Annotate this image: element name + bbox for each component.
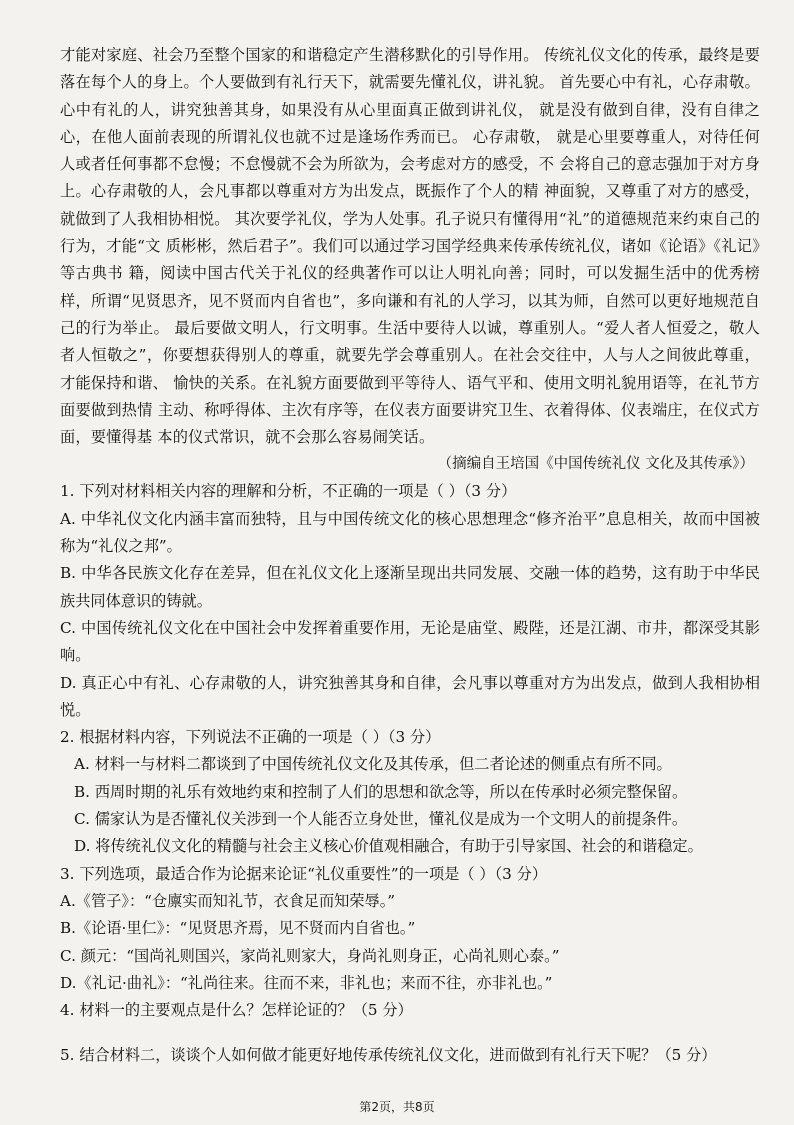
question-1-option-b: B. 中华各民族文化存在差异，但在礼仪文化上逐渐呈现出共同发展、交融一体的趋势，这有助于中华民族共同体意识的铸就。 <box>60 564 760 610</box>
question-2-option-a: A. 材料一与材料二都谈到了中国传统礼仪文化及其传承，但二者论述的侧重点有所不同。 <box>74 755 672 774</box>
question-3-option-b: B.《论语·里仁》：“见贤思齐焉，见不贤而内自省也。” <box>60 919 416 938</box>
question-3-stem: 3. 下列选项，最适合作为论据来论证“礼仪重要性”的一项是（ ）（3 分） <box>60 864 548 883</box>
question-2 <box>60 724 760 860</box>
question-1 <box>60 478 760 724</box>
question-4: 4. 材料一的主要观点是什么？怎样论证的？（5 分） <box>60 1001 413 1020</box>
question-3-option-d: D.《礼记·曲礼》：“礼尚往来。往而不来，非礼也；来而不往，亦非礼也。” <box>60 973 553 992</box>
question-1-stem: 1. 下列对材料相关内容的理解和分析，不正确的一项是（ ）（3 分） <box>60 482 517 501</box>
question-2-stem: 2. 根据材料内容，下列说法不正确的一项是（ ）（3 分） <box>60 728 441 747</box>
question-2-option-b: B. 西周时期的礼乐有效地约束和控制了人们的思想和欲念等，所以在传承时必须完整保留。 <box>74 782 688 801</box>
passage-source: （摘编自王培国《中国传统礼仪 文化及其传承》） <box>437 456 754 473</box>
question-2-option-d: D. 将传统礼仪文化的精髓与社会主义核心价值观相融合，有助于引导家国、社会的和谐稳定。 <box>74 837 703 856</box>
reading-passage: 才能对家庭、社会乃至整个国家的和谐稳定产生潜移默化的引导作用。 传统礼仪文化的传承，最终是要落在每个人的身上。个人要做到有礼行天下，就需要先懂礼仪，讲礼貌。 首先要心中有礼，心存肃敬。心中有礼的人，讲究独善其身，如果没有从心里面真正做到讲礼仪， 就是没有做到自律，没有自律之心，在他人面前表现的所谓礼仪也就不过是逢场作秀而已。 心存肃敬， 就是心里要尊重人，对待任何人或者任何事都不怠慢；不怠慢就不会为所欲为，会考虑对方的感受，不 会将自己的意志强加于对方身上。心存肃敬的人，会凡事都以尊重对方为出发点，既振作了个人的精 神面貌，又尊重了对方的感受，就做到了人我相协相悦。 其次要学礼仪，学为人处事。孔子说只有懂得用“礼”的道德规范来约束自己的行为，才能“文 质彬彬，然后君子”。我们可以通过学习国学经典来传承传统礼仪，诸如《论语》《礼记》等古典书 籍，阅读中国古代关于礼仪的经典著作可以让人明礼向善；同时，可以发掘生活中的优秀榜样，所谓“见贤思齐，见不贤而内自省也”，多向谦和有礼的人学习，以其为师，自然可以更好地规范自己的行为举止。 最后要做文明人，行文明事。生活中要待人以诚，尊重别人。“爱人者人恒爱之，敬人者人恒敬之”，你要想获得别人的尊重，就要先学会尊重别人。在社会交往中，人与人之间彼此尊重，才能保持和谐、 愉快的关系。在礼貌方面要做到平等待人、语气平和、使用文明礼貌用语等，在礼节方面要做到热情 主动、称呼得体、主次有序等，在仪表方面要讲究卫生、衣着得体、仪表端庄，在仪式方面，要懂得基 本的仪式常识，就不会那么容易闹笑话。 <box>60 46 760 447</box>
question-3 <box>60 861 760 997</box>
question-3-option-a: A.《管子》：“仓廪实而知礼节，衣食足而知荣辱。” <box>60 891 396 910</box>
question-1-option-d: D. 真正心中有礼、心存肃敬的人，讲究独善其身和自律，会凡事以尊重对方为出发点，做到人我相协相悦。 <box>60 673 760 719</box>
question-1-option-c: C. 中国传统礼仪文化在中国社会中发挥着重要作用，无论是庙堂、殿陛，还是江湖、市井，都深受其影响。 <box>60 618 760 665</box>
question-2-option-c: C. 儒家认为是否懂礼仪关涉到一个人能否立身处世，懂礼仪是成为一个文明人的前提条件。 <box>74 810 688 829</box>
question-3-option-c: C. 颜元：“国尚礼则国兴，家尚礼则家大，身尚礼则身正，心尚礼则心泰。” <box>60 946 560 965</box>
question-5: 5. 结合材料二，谈谈个人如何做才能更好地传承传统礼仪文化，进而做到有礼行天下呢？（5 分） <box>60 1046 717 1065</box>
exam-page <box>60 42 760 1070</box>
question-1-option-a: A. 中华礼仪文化内涵丰富而独特，且与中国传统文化的核心思想理念“修齐治平”息息相关，故而中国被称为“礼仪之邦”。 <box>60 509 760 556</box>
page-number: 第2页，共8页 <box>359 1100 435 1114</box>
